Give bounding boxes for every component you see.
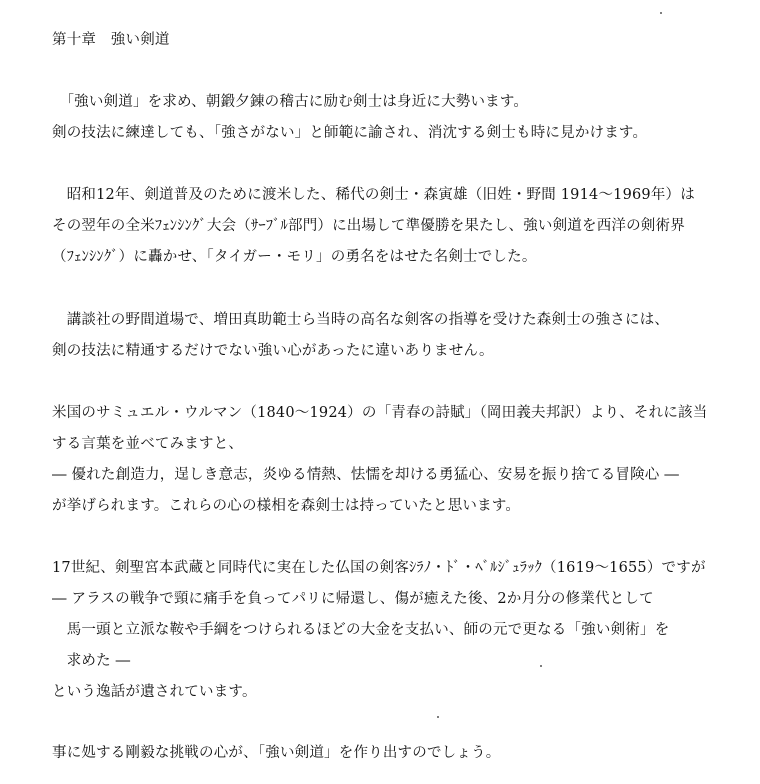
chapter-heading: 第十章 強い剣道: [52, 32, 170, 48]
paragraph-2-line-2: その翌年の全米ﾌｪﾝｼﾝｸﾞ大会（ｻｰﾌﾞﾙ部門）に出場して準優勝を果たし、強い剣道を西洋の剣術界: [52, 218, 685, 234]
paragraph-1-line-2: 剣の技法に練達しても、「強さがない」と師範に諭され、消沈する剣士も時に見かけます。: [52, 125, 648, 141]
paragraph-1-line-1: 「強い剣道」を求め、朝鍛夕錬の稽古に励む剣士は身近に大勢います。: [52, 94, 529, 110]
paragraph-4-line-2: する言葉を並べてみますと、: [52, 436, 244, 452]
scan-speck: [660, 12, 662, 14]
paragraph-3-line-2: 剣の技法に精通するだけでない強い心があったに違いありません。: [52, 343, 494, 359]
paragraph-2-line-1: 昭和12年、剣道普及のために渡米した、稀代の剣士・森寅雄（旧姓・野間 1914～1969年）は: [52, 187, 695, 203]
paragraph-4-line-1: 米国のサミュエル・ウルマン（1840～1924）の「青春の詩賦」（岡田義夫邦訳）より、それに該当: [52, 405, 708, 421]
paragraph-3-line-1: 講談社の野間道場で、増田真助範士ら当時の高名な剣客の指導を受けた森剣士の強さには、: [52, 312, 670, 328]
paragraph-5-line-2: ― アラスの戦争で頸に痛手を負ってパリに帰還し、傷が癒えた後、2か月分の修業代として: [52, 591, 654, 607]
paragraph-5-line-1: 17世紀、剣聖宮本武蔵と同時代に実在した仏国の剣客ｼﾗﾉ・ﾄﾞ・ﾍﾞﾙｼﾞｭﾗｯｸ（1619～1655）ですが: [52, 560, 706, 576]
paragraph-6-line-1: 事に処する剛毅な挑戦の心が、「強い剣道」を作り出すのでしょう。: [52, 745, 501, 761]
scan-speck: [437, 716, 439, 718]
paragraph-5-line-3: 馬一頭と立派な鞍や手綱をつけられるほどの大金を支払い、師の元で更なる「強い剣術」を: [52, 622, 670, 638]
paragraph-5-line-5: という逸話が遺されています。: [52, 684, 257, 700]
paragraph-5-line-4: 求めた ―: [52, 653, 131, 669]
paragraph-4-line-4: が挙げられます。これらの心の様相を森剣士は持っていたと思います。: [52, 498, 521, 514]
scan-speck: [540, 665, 542, 667]
paragraph-2-line-3: （ﾌｪﾝｼﾝｸﾞ）に轟かせ、「タイガー・モリ」の勇名をはせた名剣士でした。: [52, 249, 537, 265]
paragraph-4-line-3: ― 優れた創造力，逞しき意志，炎ゆる情熱、怯懦を却ける勇猛心、安易を振り捨てる冒険心 ―: [52, 467, 680, 483]
